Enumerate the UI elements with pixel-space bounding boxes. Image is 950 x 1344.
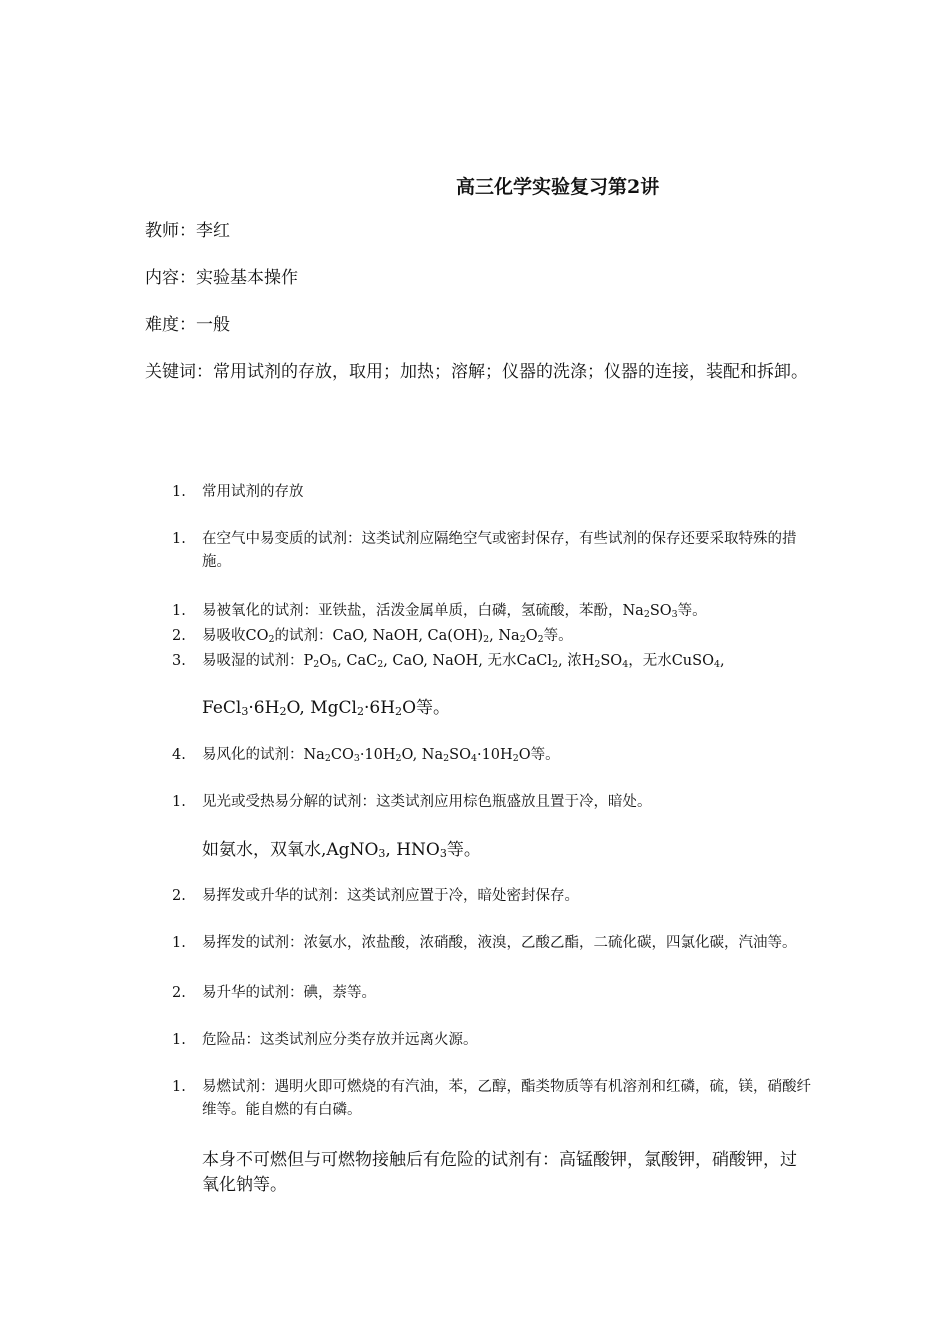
list-item [172,744,812,767]
list-number: 1. [172,531,186,547]
example-line: 如氨水，双氧水,AgNO$_3$, $HNO_3$等。 [202,840,481,861]
page-title: 高三化学实验复习第2讲 [456,176,660,198]
formula-line: $FeCl_3\cdot 6H_2O$, $MgCl_2\cdot 6H_2O$等。 [202,698,451,719]
list-text: 易被氧化的试剂：亚铁盐，活泼金属单质，白磷，氢硫酸，苯酚，$Na_2SO_3$等。 [202,603,707,620]
list-text: 危险品：这类试剂应分类存放并远离火源。 [202,1032,478,1048]
list-number: 2. [172,628,186,644]
list-item [172,791,812,814]
teacher-line: 教师：李红 [145,221,230,241]
list-text: 易吸收$CO_2$的试剂：CaO, NaOH, $Ca(OH)_2$, $Na_2O_2$等。 [202,628,573,645]
list-item [172,885,812,908]
list-text: 易风化的试剂：$Na_2CO_3\cdot 10H_2O$, $Na_2SO_4\cdot 10H_2O$等。 [202,747,560,764]
list-item [172,481,812,504]
list-item [172,982,812,1005]
list-text: 常用试剂的存放 [202,484,304,500]
list-number: 2. [172,888,186,904]
list-text: 在空气中易变质的试剂：这类试剂应隔绝空气或密封保存，有些试剂的保存还要采取特殊的措施。 [202,531,797,570]
list-item [172,528,812,574]
list-number: 1. [172,935,186,951]
list-item [172,1029,812,1052]
list-number: 4. [172,747,186,763]
content-line: 内容：实验基本操作 [145,268,298,288]
list-number: 1. [172,1079,186,1095]
list-item [172,932,812,955]
list-number: 2. [172,985,186,1001]
difficulty-line: 难度：一般 [145,315,230,335]
list-item [172,650,812,673]
list-item [172,625,812,648]
list-number: 1. [172,484,186,500]
list-text: 见光或受热易分解的试剂：这类试剂应用棕色瓶盛放且置于冷，暗处。 [202,794,652,810]
list-number: 1. [172,794,186,810]
list-number: 3. [172,653,186,669]
keywords-line: 关键词：常用试剂的存放，取用；加热；溶解；仪器的洗涤；仪器的连接，装配和拆卸。 [145,362,808,382]
list-number: 1. [172,603,186,619]
list-item [172,1076,812,1122]
note-paragraph: 本身不可燃但与可燃物接触后有危险的试剂有：高锰酸钾，氯酸钾，硝酸钾，过氧化钠等。 [202,1150,797,1195]
list-text: 易升华的试剂：碘，萘等。 [202,985,376,1001]
list-text: 易吸湿的试剂：$P_2O_5$, CaC$_2$, CaO, NaOH, 无水CaCl$_2$, 浓$H_2SO_4$，无水CuSO$_4$, [202,653,725,670]
list-text: 易挥发或升华的试剂：这类试剂应置于冷，暗处密封保存。 [202,888,579,904]
list-number: 1. [172,1032,186,1048]
list-text: 易燃试剂：遇明火即可燃烧的有汽油，苯，乙醇，酯类物质等有机溶剂和红磷，硫，镁，硝酸纤维等。能自燃的有白磷。 [202,1079,811,1118]
list-text: 易挥发的试剂：浓氨水，浓盐酸，浓硝酸，液溴，乙酸乙酯，二硫化碳，四氯化碳，汽油等。 [202,935,797,951]
list-item [172,600,812,623]
